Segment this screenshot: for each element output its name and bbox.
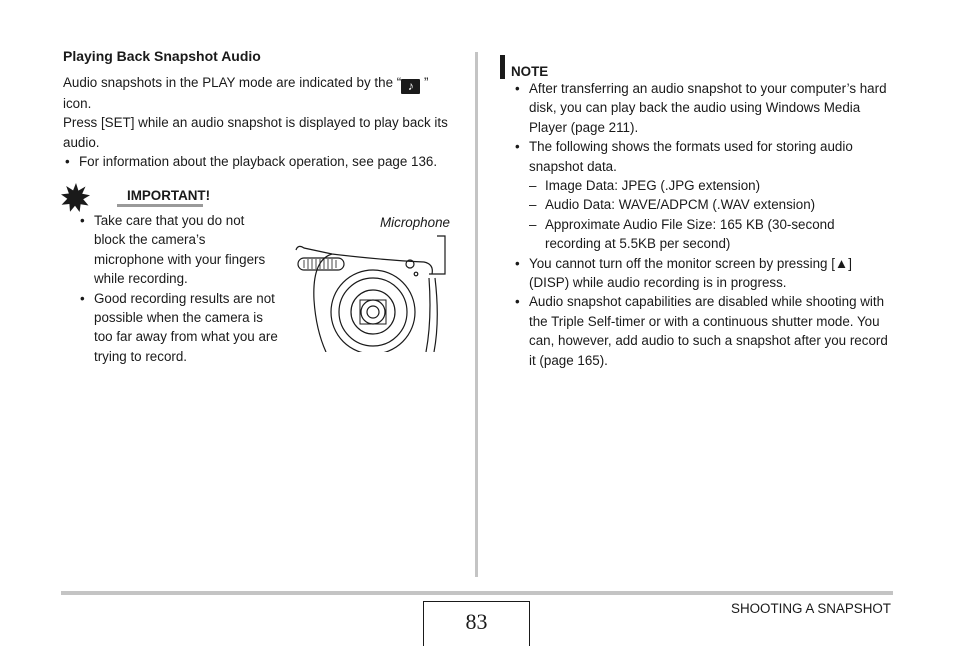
important-list-wrap xyxy=(78,211,278,366)
note-bullet: • The following shows the formats used for storing audio snapshot data. – Image Data: JPEG (.JPG extension) – Audio Data: WAVE/ADPCM (.WAV extension) – Approximate Audio File Size: 165 KB (30-second recording at 5.5KB per second) xyxy=(513,137,893,253)
footer-section-title: SHOOTING A SNAPSHOT xyxy=(731,601,891,616)
camera-illustration xyxy=(292,230,452,352)
note-bullet: • Audio snapshot capabilities are disabled while shooting with the Triple Self-timer or with a continuous shutter mode. You can, however, add audio to such a snapshot after you record it (page 165). xyxy=(513,292,893,370)
left-body xyxy=(63,73,458,172)
important-underline xyxy=(117,204,203,207)
note-bullet-list xyxy=(513,79,893,370)
bullet-playback-info: • For information about the playback operation, see page 136. xyxy=(63,152,458,171)
important-bullet: • Good recording results are not possible when the camera is too far away from what you are trying to record. xyxy=(78,289,278,367)
page-number: 83 xyxy=(423,601,530,646)
important-bullet-list xyxy=(78,211,278,366)
important-bullet: • Take care that you do not block the camera’s microphone with your fingers while recording. xyxy=(78,211,278,289)
note-label: NOTE xyxy=(511,64,549,79)
important-label: IMPORTANT! xyxy=(127,188,211,203)
audio-snapshot-icon: ♪ xyxy=(401,79,420,94)
note-bullet: • After transferring an audio snapshot to your computer’s hard disk, you can play back the audio using Windows Media Player (page 211). xyxy=(513,79,893,137)
note-body xyxy=(513,79,893,370)
section-title: Playing Back Snapshot Audio xyxy=(63,48,261,64)
format-sub-list xyxy=(529,176,893,254)
footer-rule xyxy=(61,591,893,595)
format-sub-item: – Image Data: JPEG (.JPG extension) xyxy=(529,176,893,195)
para-audio-indicator: Audio snapshots in the PLAY mode are indicated by the “ ♪ ” icon. xyxy=(63,75,429,111)
left-bullet-list xyxy=(63,152,458,171)
note-marker-bar xyxy=(500,55,505,79)
note-bullet: • You cannot turn off the monitor screen by pressing [▲] (DISP) while audio recording is in progress. xyxy=(513,254,893,293)
format-sub-item: – Approximate Audio File Size: 165 KB (30-second recording at 5.5KB per second) xyxy=(529,215,893,254)
para-press-set: Press [SET] while an audio snapshot is displayed to play back its audio. xyxy=(63,115,448,150)
important-burst-icon xyxy=(61,183,91,213)
column-divider xyxy=(475,52,478,577)
figure-caption: Microphone xyxy=(380,215,450,230)
format-sub-item: – Audio Data: WAVE/ADPCM (.WAV extension) xyxy=(529,195,893,214)
